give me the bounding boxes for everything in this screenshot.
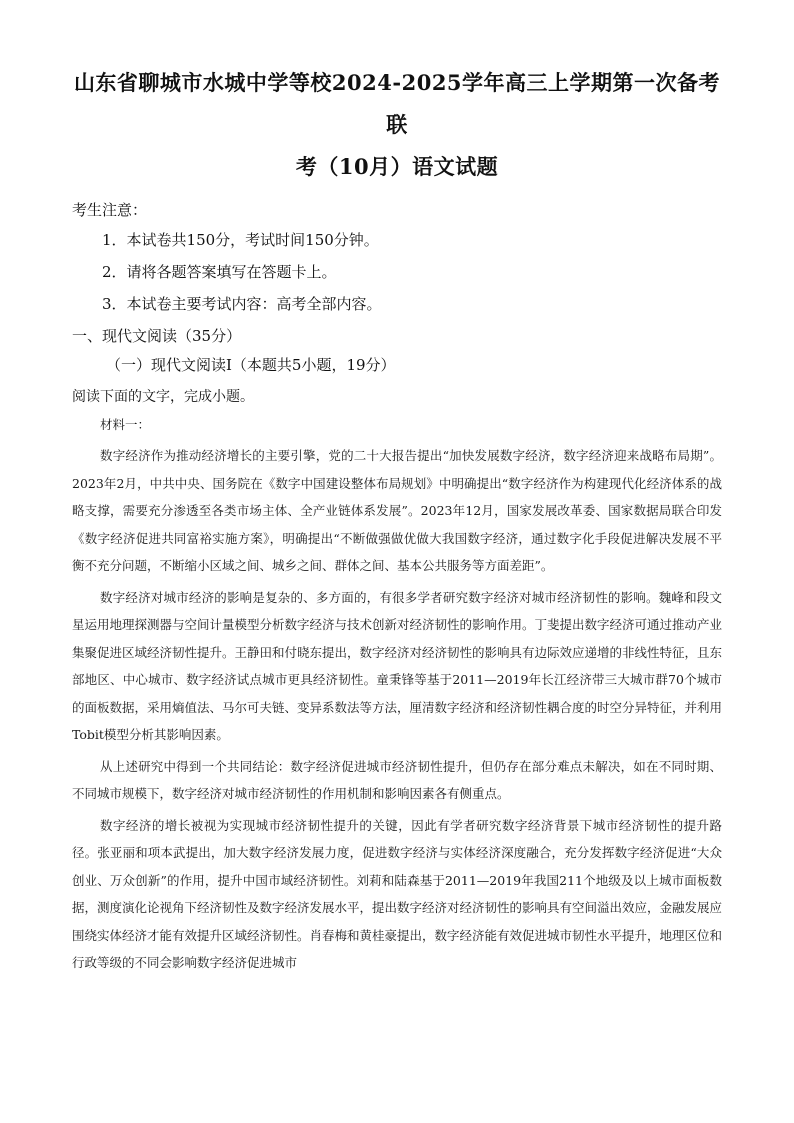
paragraph-4: 数字经济的增长被视为实现城市经济韧性提升的关键，因此有学者研究数字经济背景下城市经济韧性的提升路径。张亚丽和项本武提出，加大数字经济发展力度，促进数字经济与实体经济深度融合，充分发挥数字经济促进“大众创业、万众创新”的作用，提升中国市域经济韧性。刘莉和陆森基于2011—2019年我国211个地级及以上城市面板数据，测度演化论视角下经济韧性及数字经济发展水平，提出数字经济对经济韧性的影响具有空间溢出效应，金融发展应围绕实体经济才能有效提升区域经济韧性。肖春梅和黄桂豪提出，数字经济能有效促进城市韧性水平提升，地理区位和行政等级的不同会影响数字经济促进城市 [72, 817, 723, 970]
section-heading: 一、现代文阅读（35分） [72, 327, 242, 345]
paragraph-1: 数字经济作为推动经济增长的主要引擎，党的二十大报告提出“加快发展数字经济，数字经济迎来战略布局期”。2023年2月，中共中央、国务院在《数字中国建设整体布局规划》中明确提出“数字经济作为构建现代化经济体系的战略支撑，需要充分渗透至各类市场主体、全产业链体系发展”。2023年12月，国家发展改革委、国家数据局联合印发《数字经济促进共同富裕实施方案》，明确提出“不断做强做优做大我国数字经济，通过数字化手段促进解决发展不平衡不充分问题，不断缩小区域之间、城乡之间、群体之间、基本公共服务等方面差距”。 [72, 448, 722, 573]
notice-heading: 考生注意： [72, 201, 148, 219]
notice-item-1: 1．本试卷共150分，考试时间150分钟。 [102, 231, 379, 249]
paragraph-3: 从上述研究中得到一个共同结论：数字经济促进城市经济韧性提升，但仍存在部分难点未解决，如在不同时期、不同城市规模下，数字经济对城市经济韧性的作用机制和影响因素各有侧重点。 [72, 758, 722, 801]
paragraph-2: 数字经济对城市经济的影响是复杂的、多方面的，有很多学者研究数字经济对城市经济韧性的影响。魏峰和段文星运用地理探测器与空间计量模型分析数字经济与技术创新对经济韧性的影响作用。丁斐提出数字经济可通过推动产业集聚促进区域经济韧性提升。王静田和付晓东提出，数字经济对经济韧性的影响具有边际效应递增的非线性特征，且东部地区、中心城市、数字经济试点城市更具经济韧性。童秉锋等基于2011—2019年长江经济带三大城市群70个城市的面板数据，采用熵值法、马尔可夫链、变异系数法等方法，厘清数字经济和经济韧性耦合度的时空分异特征，并利用Tobit模型分析其影响因素。 [72, 589, 723, 742]
reading-instruction: 阅读下面的文字，完成小题。 [72, 389, 254, 405]
subsection-heading: （一）现代文阅读Ⅰ（本题共5小题，19分） [106, 356, 396, 374]
document-title [72, 62, 722, 188]
title-line-2: 考（10月）语文试题 [295, 154, 499, 179]
notice-item-2: 2．请将各题答案填写在答题卡上。 [102, 263, 337, 281]
notice-item-3: 3．本试卷主要考试内容：高考全部内容。 [102, 295, 382, 313]
title-line-1: 山东省聊城市水城中学等校2024-2025学年高三上学期第一次备考联 [73, 70, 721, 137]
material-label: 材料一： [100, 417, 151, 432]
document-page [72, 62, 722, 977]
